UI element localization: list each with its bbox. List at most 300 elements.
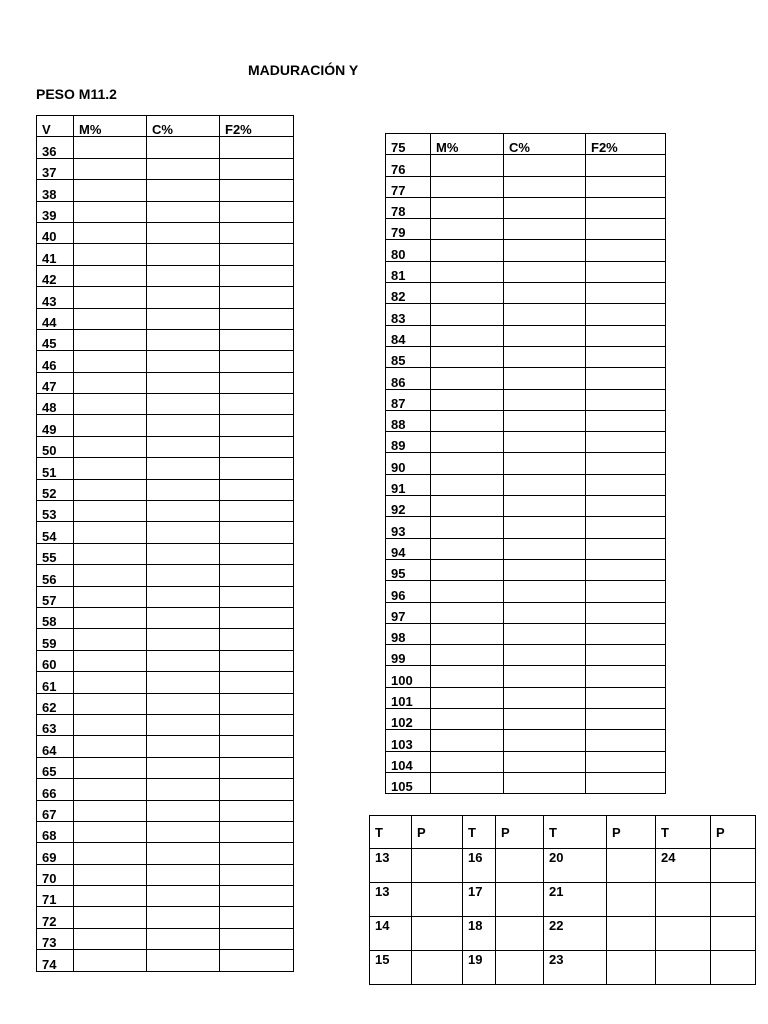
empty-cell: [147, 415, 220, 436]
table-row: [386, 517, 666, 538]
empty-cell: [586, 517, 666, 538]
row-number: 58: [37, 607, 74, 628]
empty-cell: [74, 458, 147, 479]
empty-cell: [74, 137, 147, 158]
row-number: 36: [37, 137, 74, 158]
empty-cell: [586, 581, 666, 602]
empty-cell: [504, 709, 586, 730]
empty-cell: [504, 772, 586, 793]
empty-cell: [504, 751, 586, 772]
empty-cell: [504, 261, 586, 282]
empty-cell: [147, 843, 220, 864]
empty-cell: [147, 565, 220, 586]
empty-cell: [74, 736, 147, 757]
row-number: 70: [37, 864, 74, 885]
empty-cell: [74, 800, 147, 821]
table-cell: [711, 951, 756, 985]
empty-cell: [586, 389, 666, 410]
empty-cell: [147, 308, 220, 329]
empty-cell: [147, 779, 220, 800]
table-row: [386, 602, 666, 623]
empty-cell: [147, 458, 220, 479]
table-cell: 21: [544, 883, 607, 917]
empty-cell: [220, 501, 294, 522]
empty-cell: [220, 394, 294, 415]
empty-cell: [504, 645, 586, 666]
row-number: 37: [37, 158, 74, 179]
table-header-row: [37, 116, 294, 137]
document-title: MADURACIÓN Y: [248, 62, 359, 78]
row-number: 67: [37, 800, 74, 821]
empty-cell: [74, 522, 147, 543]
table-cell: 19: [463, 951, 496, 985]
empty-cell: [586, 474, 666, 495]
table-cell: [412, 917, 463, 951]
table-cell: [496, 883, 544, 917]
empty-cell: [147, 201, 220, 222]
empty-cell: [586, 709, 666, 730]
empty-cell: [147, 479, 220, 500]
empty-cell: [586, 623, 666, 644]
tp-table: [369, 815, 756, 985]
empty-cell: [504, 474, 586, 495]
row-number: 80: [386, 240, 431, 261]
empty-cell: [586, 538, 666, 559]
table-row: [37, 693, 294, 714]
empty-cell: [74, 586, 147, 607]
empty-cell: [74, 907, 147, 928]
empty-cell: [220, 864, 294, 885]
row-number: 79: [386, 219, 431, 240]
table-row: [37, 201, 294, 222]
table-cell: [711, 917, 756, 951]
row-number: 78: [386, 197, 431, 218]
empty-cell: [504, 155, 586, 176]
table-row: [386, 389, 666, 410]
empty-cell: [504, 581, 586, 602]
row-number: 68: [37, 821, 74, 842]
empty-cell: [147, 372, 220, 393]
empty-cell: [431, 772, 504, 793]
empty-cell: [147, 543, 220, 564]
column-header: T: [463, 816, 496, 849]
row-number: 50: [37, 436, 74, 457]
empty-cell: [504, 219, 586, 240]
row-number: 41: [37, 244, 74, 265]
empty-cell: [147, 864, 220, 885]
empty-cell: [74, 436, 147, 457]
empty-cell: [147, 928, 220, 949]
table-row: [37, 864, 294, 885]
empty-cell: [147, 714, 220, 735]
empty-cell: [74, 821, 147, 842]
table-cell: 20: [544, 849, 607, 883]
empty-cell: [147, 158, 220, 179]
empty-cell: [220, 543, 294, 564]
table-row: [386, 304, 666, 325]
row-number: 105: [386, 772, 431, 793]
table-row: [37, 800, 294, 821]
empty-cell: [586, 772, 666, 793]
table-row: [386, 730, 666, 751]
empty-cell: [586, 751, 666, 772]
empty-cell: [147, 287, 220, 308]
empty-cell: [504, 730, 586, 751]
table-row: [37, 543, 294, 564]
table-cell: [711, 849, 756, 883]
empty-cell: [147, 800, 220, 821]
table-row: [37, 458, 294, 479]
table-row: [386, 261, 666, 282]
empty-cell: [431, 346, 504, 367]
table-row: [386, 410, 666, 431]
row-number: 63: [37, 714, 74, 735]
empty-cell: [74, 222, 147, 243]
empty-cell: [504, 176, 586, 197]
row-number: 93: [386, 517, 431, 538]
empty-cell: [220, 180, 294, 201]
empty-cell: [147, 672, 220, 693]
empty-cell: [431, 410, 504, 431]
table-row: [37, 607, 294, 628]
empty-cell: [220, 522, 294, 543]
empty-cell: [504, 602, 586, 623]
table-row: [37, 158, 294, 179]
document-subtitle: PESO M11.2: [36, 86, 117, 102]
empty-cell: [504, 304, 586, 325]
table-cell: [607, 849, 656, 883]
empty-cell: [147, 607, 220, 628]
empty-cell: [431, 453, 504, 474]
column-header: M%: [74, 116, 147, 137]
row-number: 62: [37, 693, 74, 714]
table-cell: 18: [463, 917, 496, 951]
row-number: 85: [386, 346, 431, 367]
row-number: 71: [37, 886, 74, 907]
table-cell: 13: [370, 849, 412, 883]
table-header-row: [370, 816, 756, 849]
column-header: V: [37, 116, 74, 137]
empty-cell: [74, 950, 147, 971]
empty-cell: [431, 538, 504, 559]
column-header: F2%: [220, 116, 294, 137]
empty-cell: [431, 581, 504, 602]
empty-cell: [504, 346, 586, 367]
empty-cell: [220, 779, 294, 800]
empty-cell: [74, 351, 147, 372]
empty-cell: [147, 329, 220, 350]
empty-cell: [74, 244, 147, 265]
empty-cell: [504, 453, 586, 474]
empty-cell: [74, 543, 147, 564]
row-number: 84: [386, 325, 431, 346]
row-number: 101: [386, 687, 431, 708]
maturation-table-left: [36, 115, 294, 972]
row-number: 57: [37, 586, 74, 607]
empty-cell: [586, 155, 666, 176]
table-row: [37, 222, 294, 243]
empty-cell: [147, 821, 220, 842]
row-number: 96: [386, 581, 431, 602]
table-row: [37, 650, 294, 671]
empty-cell: [431, 176, 504, 197]
table-row: [386, 496, 666, 517]
row-number: 44: [37, 308, 74, 329]
empty-cell: [431, 283, 504, 304]
empty-cell: [431, 559, 504, 580]
empty-cell: [74, 158, 147, 179]
empty-cell: [431, 623, 504, 644]
row-number: 39: [37, 201, 74, 222]
row-number: 60: [37, 650, 74, 671]
empty-cell: [586, 666, 666, 687]
empty-cell: [504, 368, 586, 389]
table-row: [386, 709, 666, 730]
row-number: 61: [37, 672, 74, 693]
empty-cell: [220, 287, 294, 308]
table-row: [37, 351, 294, 372]
empty-cell: [586, 730, 666, 751]
empty-cell: [74, 693, 147, 714]
empty-cell: [586, 283, 666, 304]
empty-cell: [147, 222, 220, 243]
table-row: [386, 666, 666, 687]
empty-cell: [431, 730, 504, 751]
empty-cell: [431, 432, 504, 453]
empty-cell: [220, 629, 294, 650]
empty-cell: [147, 522, 220, 543]
empty-cell: [431, 474, 504, 495]
empty-cell: [220, 714, 294, 735]
row-number: 95: [386, 559, 431, 580]
empty-cell: [220, 565, 294, 586]
empty-cell: [74, 394, 147, 415]
table-cell: [656, 883, 711, 917]
empty-cell: [504, 559, 586, 580]
column-header: C%: [147, 116, 220, 137]
table-row: [37, 843, 294, 864]
empty-cell: [220, 351, 294, 372]
row-number: 46: [37, 351, 74, 372]
empty-cell: [74, 629, 147, 650]
row-number: 81: [386, 261, 431, 282]
empty-cell: [504, 432, 586, 453]
table-row: [37, 779, 294, 800]
table-row: [37, 736, 294, 757]
row-number: 66: [37, 779, 74, 800]
table-row: [386, 687, 666, 708]
table-cell: [496, 917, 544, 951]
table-row: [37, 287, 294, 308]
empty-cell: [147, 394, 220, 415]
table-row: [37, 565, 294, 586]
row-number: 45: [37, 329, 74, 350]
empty-cell: [147, 629, 220, 650]
empty-cell: [74, 415, 147, 436]
row-number: 94: [386, 538, 431, 559]
empty-cell: [220, 693, 294, 714]
row-number: 99: [386, 645, 431, 666]
column-header: P: [607, 816, 656, 849]
empty-cell: [74, 201, 147, 222]
empty-cell: [220, 244, 294, 265]
row-number: 53: [37, 501, 74, 522]
empty-cell: [504, 623, 586, 644]
row-number: 64: [37, 736, 74, 757]
empty-cell: [220, 222, 294, 243]
table-row: [37, 372, 294, 393]
table-row: [37, 479, 294, 500]
table-row: [386, 176, 666, 197]
empty-cell: [74, 287, 147, 308]
row-number: 48: [37, 394, 74, 415]
row-number: 100: [386, 666, 431, 687]
column-header: P: [496, 816, 544, 849]
empty-cell: [74, 757, 147, 778]
row-number: 82: [386, 283, 431, 304]
column-header: P: [412, 816, 463, 849]
column-header: 75: [386, 134, 431, 155]
empty-cell: [431, 304, 504, 325]
empty-cell: [147, 693, 220, 714]
empty-cell: [431, 368, 504, 389]
empty-cell: [586, 261, 666, 282]
empty-cell: [586, 645, 666, 666]
table-row: [37, 180, 294, 201]
row-number: 52: [37, 479, 74, 500]
empty-cell: [74, 843, 147, 864]
row-number: 98: [386, 623, 431, 644]
row-number: 83: [386, 304, 431, 325]
table-row: [37, 950, 294, 971]
empty-cell: [147, 886, 220, 907]
table-row: [37, 522, 294, 543]
row-number: 97: [386, 602, 431, 623]
empty-cell: [74, 479, 147, 500]
table-row: [37, 672, 294, 693]
empty-cell: [220, 907, 294, 928]
row-number: 42: [37, 265, 74, 286]
empty-cell: [147, 736, 220, 757]
table-cell: 13: [370, 883, 412, 917]
empty-cell: [504, 687, 586, 708]
empty-cell: [74, 329, 147, 350]
empty-cell: [220, 886, 294, 907]
empty-cell: [504, 325, 586, 346]
empty-cell: [586, 432, 666, 453]
table-header-row: [386, 134, 666, 155]
table-row: [386, 240, 666, 261]
empty-cell: [504, 389, 586, 410]
empty-cell: [504, 538, 586, 559]
empty-cell: [220, 950, 294, 971]
row-number: 92: [386, 496, 431, 517]
empty-cell: [74, 265, 147, 286]
table-row: [37, 928, 294, 949]
table-cell: [412, 951, 463, 985]
empty-cell: [431, 197, 504, 218]
empty-cell: [586, 368, 666, 389]
empty-cell: [431, 219, 504, 240]
table-cell: [607, 951, 656, 985]
empty-cell: [504, 240, 586, 261]
column-header: T: [544, 816, 607, 849]
empty-cell: [220, 843, 294, 864]
table-cell: [607, 883, 656, 917]
empty-cell: [147, 950, 220, 971]
empty-cell: [431, 389, 504, 410]
table-row: [386, 751, 666, 772]
table-cell: 16: [463, 849, 496, 883]
table-cell: 14: [370, 917, 412, 951]
table-row: [37, 137, 294, 158]
table-row: [37, 501, 294, 522]
table-row: [37, 821, 294, 842]
row-number: 54: [37, 522, 74, 543]
table-row: [386, 346, 666, 367]
empty-cell: [220, 265, 294, 286]
empty-cell: [431, 751, 504, 772]
row-number: 69: [37, 843, 74, 864]
row-number: 59: [37, 629, 74, 650]
table-cell: [607, 917, 656, 951]
table-cell: [711, 883, 756, 917]
table-row: [37, 714, 294, 735]
empty-cell: [220, 650, 294, 671]
table-row: [386, 453, 666, 474]
empty-cell: [586, 559, 666, 580]
empty-cell: [74, 864, 147, 885]
empty-cell: [74, 565, 147, 586]
empty-cell: [147, 265, 220, 286]
empty-cell: [147, 137, 220, 158]
row-number: 91: [386, 474, 431, 495]
empty-cell: [220, 821, 294, 842]
table-row: [386, 772, 666, 793]
empty-cell: [586, 496, 666, 517]
empty-cell: [220, 201, 294, 222]
empty-cell: [586, 346, 666, 367]
table-row: [386, 155, 666, 176]
column-header: P: [711, 816, 756, 849]
table-row: [37, 436, 294, 457]
row-number: 65: [37, 757, 74, 778]
row-number: 86: [386, 368, 431, 389]
empty-cell: [147, 757, 220, 778]
row-number: 89: [386, 432, 431, 453]
empty-cell: [431, 709, 504, 730]
empty-cell: [504, 496, 586, 517]
row-number: 55: [37, 543, 74, 564]
empty-cell: [586, 602, 666, 623]
table-cell: 23: [544, 951, 607, 985]
empty-cell: [147, 351, 220, 372]
table-cell: [412, 849, 463, 883]
column-header: C%: [504, 134, 586, 155]
table-row: [386, 645, 666, 666]
empty-cell: [74, 779, 147, 800]
table-row: [386, 219, 666, 240]
empty-cell: [220, 736, 294, 757]
empty-cell: [431, 240, 504, 261]
empty-cell: [431, 602, 504, 623]
table-row: [370, 917, 756, 951]
empty-cell: [586, 240, 666, 261]
column-header: M%: [431, 134, 504, 155]
table-row: [386, 538, 666, 559]
empty-cell: [220, 586, 294, 607]
row-number: 40: [37, 222, 74, 243]
